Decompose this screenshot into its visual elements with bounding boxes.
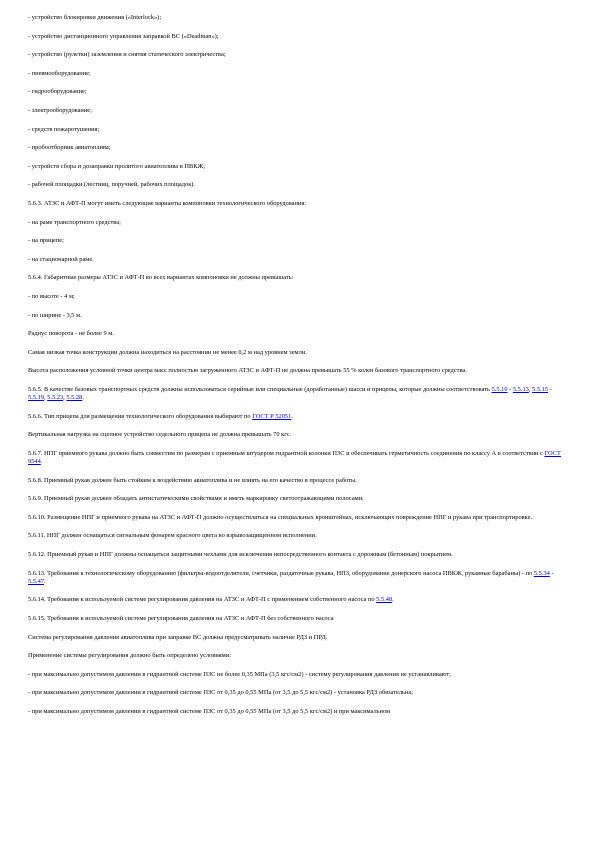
paragraph-text: 5.6.14. Требования к используемой системе регулирования давления на АТЗС и АФТ-П с применением собственного насоса по	[28, 596, 377, 604]
paragraph-text: - по высоте - 4 м;	[28, 292, 75, 300]
paragraph-text: -	[548, 385, 552, 393]
reference-link[interactable]: 5.5.48	[376, 596, 393, 604]
paragraph	[28, 126, 567, 134]
paragraph-text: .	[43, 577, 46, 585]
paragraph-text: .	[40, 458, 43, 466]
paragraph	[28, 596, 567, 604]
paragraph-text: - пневмооборудование;	[28, 69, 91, 77]
paragraph	[28, 708, 567, 716]
paragraph-text: - электрооборудование;	[28, 106, 92, 114]
paragraph	[28, 570, 567, 586]
paragraph-text: .	[291, 412, 293, 420]
paragraph	[28, 274, 567, 282]
paragraph	[28, 163, 567, 171]
paragraph-text: Применение системы регулирования должно быть определено условиями:	[28, 652, 231, 660]
paragraph-text: - гидрооборудование;	[28, 88, 87, 96]
paragraph	[28, 689, 567, 697]
paragraph	[28, 70, 567, 78]
paragraph	[28, 615, 567, 623]
paragraph	[28, 495, 567, 503]
paragraph-text: - рабочей площадки (лестниц, поручней, рабочих площадок).	[28, 181, 196, 189]
paragraph	[28, 652, 567, 660]
reference-link[interactable]: ГОСТ 9544	[28, 449, 561, 466]
paragraph-text: -	[549, 569, 554, 577]
paragraph-text: - при максимально допустимом давлении в гидрантной системе ПЗС от 0,35 до 0,55 МПа (от 3,5 до 5,5 кгс/см2) и при максимальном	[28, 707, 391, 715]
paragraph-text: Высота расположения условной точки центра масс полностью загруженного АТЗС и АФТ-П не должна превышать 55 % колеи базового транспортного средства.	[28, 367, 467, 375]
paragraph-text: Самая низкая точка конструкции должна находиться на расстоянии не менее 0,2 м над уровнем земли.	[28, 348, 307, 356]
paragraph-text: - устройств сбора и дозаправки пролитого авиатоплива в ПВКЖ;	[28, 162, 206, 170]
paragraph	[28, 431, 567, 439]
reference-link[interactable]: 5.5.15	[532, 385, 549, 393]
paragraph	[28, 51, 567, 59]
reference-link[interactable]: 5.5.23	[47, 394, 64, 402]
paragraph	[28, 181, 567, 189]
reference-link[interactable]: 5.5.10	[491, 385, 508, 393]
paragraph	[28, 671, 567, 679]
paragraph-text: - средств пожаротушения;	[28, 125, 100, 133]
paragraph	[28, 219, 567, 227]
paragraph-text: - при максимально допустимом давлении в гидрантной системе ПЗС не более 0,35 МПа (3,5 кгс/см2) - систему регулирования давления не устанавливают;	[28, 670, 451, 678]
paragraph-text: 5.6.10. Размещение НПГ и приемного рукава на АТЗС и АФТ-П должно осуществляться на специальных кронштейнах, исключающих повреждение НПГ и рукава при транспортировке.	[28, 513, 533, 521]
paragraph	[28, 256, 567, 264]
document-body	[28, 14, 567, 716]
paragraph-text: .	[392, 596, 394, 604]
reference-link[interactable]: 5.5.47	[28, 577, 44, 585]
reference-link[interactable]: 5.5.28	[66, 394, 83, 402]
paragraph	[28, 144, 567, 152]
paragraph	[28, 386, 567, 402]
paragraph-text: Система регулирования давления авиатоплива при заправке ВС должна предусматривать наличие РДЗ и ПРД.	[28, 633, 328, 641]
paragraph-text: 5.6.13. Требования к технологическому оборудованию (фильтры-водоотделители, счетчики, раздаточные рукава, НПЗ, оборудование донерского насоса ПВКЖ, рукавные барабаны) - по	[28, 569, 534, 577]
paragraph-text: 5.6.6. Тип прицепа для размещения технологического оборудования выбирают по	[28, 412, 253, 420]
reference-link[interactable]: ГОСТ Р 52051	[252, 412, 292, 420]
paragraph-text: ,	[63, 394, 67, 402]
paragraph-text: - на стационарной раме.	[28, 255, 94, 263]
paragraph-text: -	[507, 385, 513, 393]
paragraph-text: ,	[43, 394, 48, 402]
paragraph	[28, 477, 567, 485]
paragraph	[28, 312, 567, 320]
paragraph	[28, 551, 567, 559]
paragraph-text: - устройство блокировки движения («Interlock»);	[28, 14, 162, 21]
paragraph	[28, 330, 567, 338]
reference-link[interactable]: 5.5.19	[28, 394, 44, 402]
paragraph	[28, 107, 567, 115]
paragraph-text: .	[82, 394, 84, 402]
paragraph	[28, 532, 567, 540]
paragraph-text: - устройство (рулетки) заземления и снятия статического электричества;	[28, 51, 226, 59]
paragraph-text: 5.6.9. Приемный рукав должен обладать антистатическими свойствами и иметь маркировку светоотражающими полосами.	[28, 495, 364, 503]
reference-link[interactable]: 5.5.13	[512, 385, 529, 393]
paragraph	[28, 413, 567, 421]
paragraph-text: ,	[528, 385, 533, 393]
paragraph	[28, 237, 567, 245]
paragraph	[28, 14, 567, 22]
paragraph-text: - пробоотборник авиатоплива;	[28, 144, 111, 152]
paragraph-text: 5.6.7. НПГ приемного рукава должно быть совместим по размерам с приемным штуцером гидрантной колонки ПЗС и обеспечивать герметичность соединения по классу А в соответствии с	[28, 449, 545, 457]
paragraph	[28, 88, 567, 96]
paragraph-text: - при максимально допустимом давлении в гидрантной системе ПЗС от 0,35 до 0,55 МПа (от 3,5 до 5,5 кгс/см2) - установка РДЗ обязательна;	[28, 689, 413, 697]
paragraph	[28, 293, 567, 301]
paragraph	[28, 634, 567, 642]
paragraph	[28, 200, 567, 208]
paragraph-text: - устройство дистанционного управления заправкой ВС («Deadman»);	[28, 32, 219, 40]
paragraph-text: Вертикальная нагрузка на сцепное устройство седельного прицепа не должна превышать 70 кгс.	[28, 431, 292, 439]
paragraph	[28, 367, 567, 375]
paragraph	[28, 33, 567, 41]
paragraph-text: 5.6.8. Приемный рукав должен быть стойким к воздействию авиатоплива и не влиять на его качество в процессе работы.	[28, 476, 357, 484]
paragraph-text: 5.6.3. АТЗС и АФТ-П могут иметь следующие варианты компоновки технологического оборудования:	[28, 199, 307, 207]
paragraph	[28, 349, 567, 357]
paragraph	[28, 450, 567, 466]
paragraph-text: 5.6.11. НПГ должен оснащаться сигнальным фонарем красного цвета во взрывозащищенном исполнении.	[28, 532, 317, 540]
paragraph-text: 5.6.5. В качестве базовых транспортных средств должны использоваться серийные или специальные (доработанные) шасси и прицепы, которые должны соответствовать	[28, 385, 492, 393]
reference-link[interactable]: 5.5.34	[533, 569, 550, 577]
paragraph-text: Радиус поворота - не более 9 м.	[28, 330, 114, 338]
paragraph-text: 5.6.12. Приемный рукав и НПГ должны оснащаться защитными чехлами для исключения непосредственного контакта с дорожным (бетонным) покрытием.	[28, 551, 453, 559]
paragraph-text: 5.6.4. Габаритные размеры АТЗС и АФТ-П во всех вариантах компоновки не должны превышать:	[28, 274, 294, 282]
paragraph-text: - по ширине - 3,5 м.	[28, 311, 82, 319]
paragraph	[28, 514, 567, 522]
paragraph-text: - на прицепе;	[28, 237, 64, 245]
paragraph-text: 5.6.15. Требования к используемой системе регулирования давления на АТЗС и АФТ-П без собственного насоса	[28, 615, 334, 623]
paragraph-text: - на раме транспортного средства;	[28, 218, 121, 226]
